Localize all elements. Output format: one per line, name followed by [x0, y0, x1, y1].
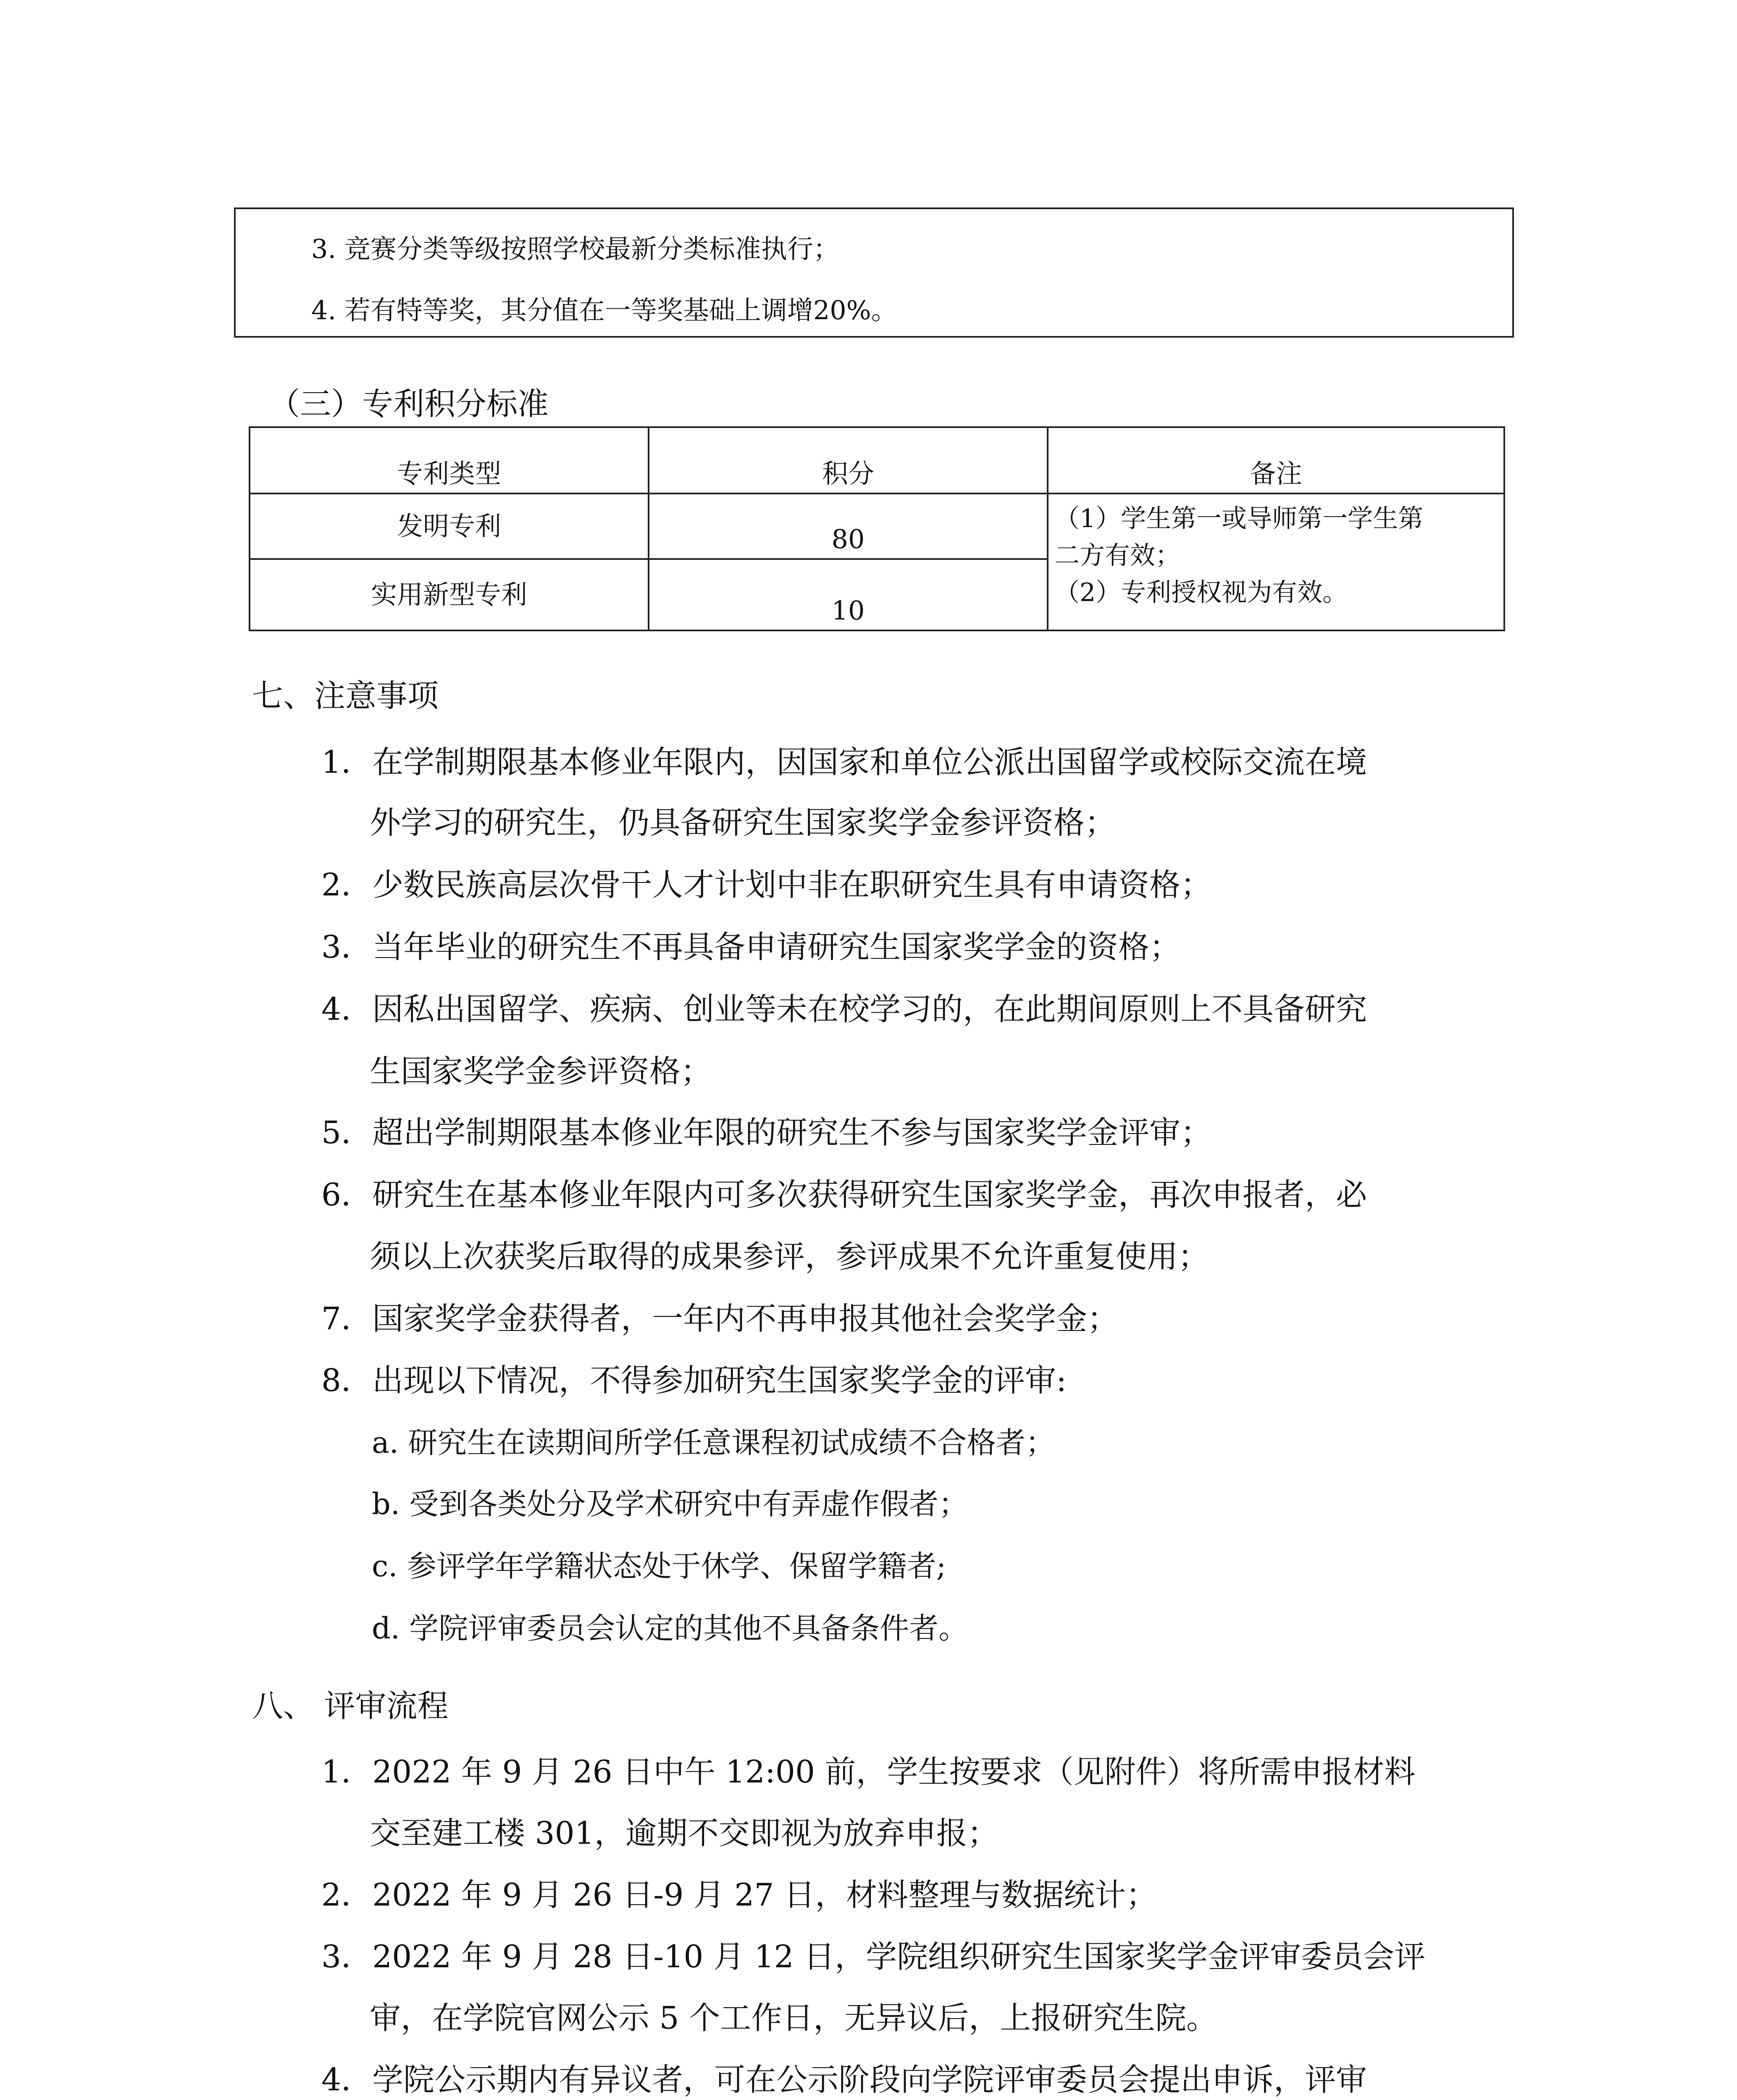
table-header-remark: 备注	[1048, 427, 1504, 494]
notice-line: 4．因私出国留学、疾病、创业等未在校学习的，在此期间原则上不具备研究	[321, 991, 1367, 1027]
note-line: 3. 竞赛分类等级按照学校最新分类标准执行；	[311, 234, 839, 264]
table-cell-remark	[1048, 494, 1504, 630]
process-line: 2．2022 年 9 月 26 日-9 月 27 日，材料整理与数据统计；	[321, 1877, 1157, 1913]
table-header-type: 专利类型	[250, 427, 649, 494]
competition-notes-box	[234, 207, 1514, 338]
process-line: 1．2022 年 9 月 26 日中午 12:00 前，学生按要求（见附件）将所需申报材料	[321, 1754, 1416, 1790]
notice-sub-item: c. 参评学年学籍状态处于休学、保留学籍者;	[372, 1549, 946, 1583]
note-line: 4. 若有特等奖，其分值在一等奖基础上调增20%。	[311, 295, 897, 326]
notice-line: 生国家奖学金参评资格；	[370, 1053, 712, 1089]
process-line: 4．学院公示期内有异议者，可在公示阶段向学院评审委员会提出申诉，评审	[321, 2062, 1367, 2098]
table-cell-score: 10	[649, 559, 1048, 630]
notice-line: 7．国家奖学金获得者，一年内不再申报其他社会奖学金；	[321, 1301, 1119, 1337]
table-cell-score: 80	[649, 494, 1048, 559]
patent-score-table	[249, 426, 1505, 631]
notice-sub-item: a. 研究生在读期间所学任意课程初试成绩不合格者；	[372, 1425, 1055, 1460]
notice-line: 5．超出学制期限基本修业年限的研究生不参与国家奖学金评审；	[321, 1115, 1212, 1151]
notice-sub-item: b. 受到各类处分及学术研究中有弄虚作假者；	[372, 1487, 968, 1521]
process-line: 3．2022 年 9 月 28 日-10 月 12 日，学院组织研究生国家奖学金评审委员会评	[321, 1939, 1426, 1975]
patent-section-heading: （三）专利积分标准	[269, 386, 549, 422]
remark-line: （1）学生第一或导师第一学生第	[1054, 504, 1424, 533]
notices-heading: 七、注意事项	[252, 678, 439, 714]
remark-line: 二方有效；	[1054, 541, 1180, 570]
notice-line: 1．在学制期限基本修业年限内，因国家和单位公派出国留学或校际交流在境	[321, 744, 1367, 780]
notice-line: 2．少数民族高层次骨干人才计划中非在职研究生具有申请资格；	[321, 867, 1212, 903]
notice-line: 3．当年毕业的研究生不再具备申请研究生国家奖学金的资格；	[321, 929, 1181, 965]
process-heading: 八、 评审流程	[252, 1688, 449, 1724]
notice-line: 外学习的研究生，仍具备研究生国家奖学金参评资格；	[370, 805, 1116, 841]
process-line: 审，在学院官网公示 5 个工作日，无异议后，上报研究生院。	[370, 2000, 1218, 2036]
process-line: 交至建工楼 301，逾期不交即视为放弃申报；	[370, 1815, 999, 1851]
notice-line: 须以上次获奖后取得的成果参评，参评成果不允许重复使用；	[370, 1239, 1209, 1275]
notice-sub-item: d. 学院评审委员会认定的其他不具备条件者。	[372, 1611, 968, 1646]
remark-line: （2）专利授权视为有效。	[1054, 578, 1348, 607]
table-cell-type: 发明专利	[250, 494, 649, 559]
notice-line: 8．出现以下情况，不得参加研究生国家奖学金的评审:	[321, 1362, 1067, 1399]
table-header-score: 积分	[649, 427, 1048, 494]
table-cell-type: 实用新型专利	[250, 559, 649, 630]
notice-line: 6．研究生在基本修业年限内可多次获得研究生国家奖学金，再次申报者，必	[321, 1177, 1367, 1213]
